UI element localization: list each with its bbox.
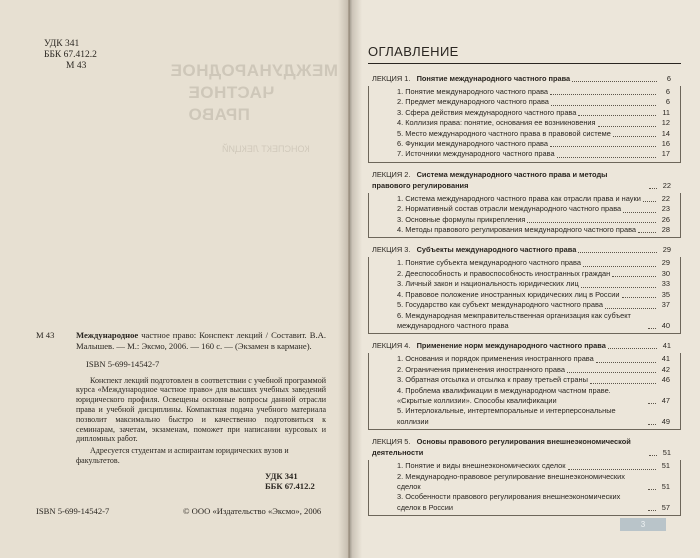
toc-leader-dots bbox=[648, 328, 656, 329]
toc-leader-dots bbox=[613, 136, 656, 137]
toc-entry-text: 2. Ограничения применения иностранного права bbox=[397, 364, 565, 374]
toc-entry[interactable] bbox=[397, 97, 680, 107]
toc-lecture-page: 22 bbox=[662, 180, 671, 190]
toc-entry-text: 3. Сфера действия международного частного права bbox=[397, 107, 577, 117]
toc-leader-dots bbox=[649, 188, 657, 189]
bleed-through-title bbox=[170, 60, 338, 126]
toc-leader-dots bbox=[612, 276, 656, 277]
toc-lecture-title: Применение норм международного частного права bbox=[416, 341, 606, 351]
toc-entry[interactable] bbox=[397, 194, 680, 204]
toc-entry[interactable] bbox=[397, 139, 680, 149]
toc-entry-text: 5. Интерлокальные, интертемпоральные и интерперсональные коллизии bbox=[397, 406, 616, 426]
toc-entry-text: 7. Источники международного частного права bbox=[397, 149, 555, 159]
toc-entry-page: 23 bbox=[661, 204, 670, 214]
toc-entry[interactable] bbox=[397, 472, 680, 493]
toc-entry-text: 2. Нормативный состав отрасли международного частного права bbox=[397, 204, 622, 214]
toc-entry-page: 49 bbox=[661, 416, 670, 426]
toc-lecture-page: 29 bbox=[662, 245, 671, 255]
toc-leader-dots bbox=[605, 308, 656, 309]
toc-entry-page: 37 bbox=[661, 300, 670, 310]
toc-entry-page: 22 bbox=[661, 193, 670, 203]
toc-entry-page: 16 bbox=[661, 139, 670, 149]
toc-entry-page: 46 bbox=[661, 375, 670, 385]
toc-leader-dots bbox=[578, 252, 657, 253]
toc-lecture-heading-row bbox=[372, 73, 671, 84]
toc-title-rule bbox=[368, 63, 681, 64]
toc-entry[interactable] bbox=[397, 269, 680, 279]
toc-lecture-heading[interactable] bbox=[368, 71, 681, 86]
toc-entry-page: 42 bbox=[661, 364, 670, 374]
toc-entry[interactable] bbox=[397, 406, 680, 427]
toc-entry[interactable] bbox=[397, 461, 680, 471]
catalog-entry bbox=[36, 330, 326, 466]
toc-entry-page: 29 bbox=[661, 258, 670, 268]
author-code: М 43 bbox=[66, 61, 87, 71]
toc-entry-page: 35 bbox=[661, 289, 670, 299]
toc-lecture-2 bbox=[368, 167, 681, 239]
toc-leader-dots bbox=[648, 403, 656, 404]
toc-lecture-3 bbox=[368, 242, 681, 334]
toc-entry-page: 12 bbox=[661, 118, 670, 128]
toc-entry[interactable] bbox=[397, 129, 680, 139]
entry-text: частное право: Конспект лекций / Составит. В.А. Малышев. — М.: Эксмо, 2006. — 160 с. — (Экзамен в кармане). bbox=[76, 330, 326, 352]
udk-code-bottom: УДК 341 bbox=[265, 471, 298, 481]
toc-entry-text: 2. Дееспособность и правоспособность иностранных граждан bbox=[397, 268, 611, 278]
bleed-through-line-2: ЧАСТНОЕ ПРАВО bbox=[188, 83, 275, 124]
toc-entry-text: 1. Система международного частного права как отрасли права и науки bbox=[397, 193, 641, 203]
bleed-through-line-1: МЕЖДУНАРОДНОЕ bbox=[170, 61, 338, 80]
toc-entry[interactable] bbox=[397, 492, 680, 513]
toc-entry[interactable] bbox=[397, 149, 680, 159]
toc-lecture-number: ЛЕКЦИЯ 3. bbox=[372, 245, 411, 255]
toc-lecture-heading[interactable] bbox=[368, 434, 681, 460]
toc-entry-text: 4. Методы правового регулирования международного частного права bbox=[397, 225, 637, 235]
toc-leader-dots bbox=[557, 157, 656, 158]
toc-lecture-number: ЛЕКЦИЯ 1. bbox=[372, 74, 411, 83]
toc-lecture-title: Понятие международного частного права bbox=[416, 74, 571, 83]
bbk-code-bottom: ББК 67.412.2 bbox=[265, 481, 315, 491]
toc-lecture-title: Субъекты международного частного права bbox=[416, 245, 577, 255]
toc-leader-dots bbox=[590, 383, 656, 384]
toc-entry-text: 1. Основания и порядок применения иностранного права bbox=[397, 354, 594, 364]
toc-leader-dots bbox=[649, 455, 657, 456]
udk-code: УДК 341 bbox=[44, 39, 80, 49]
toc-entry[interactable] bbox=[397, 354, 680, 364]
toc-lecture-heading-text bbox=[372, 340, 606, 351]
toc-entry[interactable] bbox=[397, 300, 680, 310]
toc-leader-dots bbox=[581, 287, 656, 288]
isbn-bottom: ISBN 5-699-14542-7 bbox=[36, 506, 110, 516]
toc-leader-dots bbox=[572, 81, 657, 82]
toc-lecture-title: Система международного частного права и методы правового регулирования bbox=[372, 169, 608, 190]
catalog-codes-top bbox=[44, 39, 97, 72]
toc-lecture-heading-text bbox=[372, 436, 647, 458]
toc-entry-page: 30 bbox=[661, 268, 670, 278]
toc-leader-dots bbox=[550, 146, 656, 147]
toc-leader-dots bbox=[638, 232, 656, 233]
toc-entry-text: 4. Коллизия права: понятие, основания ее возникновения bbox=[397, 118, 596, 128]
toc-entry[interactable] bbox=[397, 375, 680, 385]
toc-entry-text: 1. Понятие международного частного права bbox=[397, 87, 549, 96]
toc-entry-page: 33 bbox=[661, 279, 670, 289]
toc-entry-text: 3. Обратная отсылка и отсылка к праву третьей страны bbox=[397, 375, 588, 385]
toc-entry-page: 6 bbox=[665, 87, 670, 96]
toc-entry-page: 40 bbox=[661, 320, 670, 330]
toc-lecture-heading-row bbox=[372, 169, 671, 191]
bleed-through-subtitle: КОНСПЕКТ ЛЕКЦИЙ bbox=[222, 144, 310, 154]
toc-entry-text: 5. Место международного частного права в правовой системе bbox=[397, 128, 611, 138]
toc-leader-dots bbox=[550, 94, 656, 95]
toc-leader-dots bbox=[583, 266, 656, 267]
toc-entry-text: 2. Предмет международного частного права bbox=[397, 97, 549, 107]
annotation: Конспект лекций подготовлен в соответствии с учебной программой курса «Международное частное право» для высших учебных заведений юридического профиля. Освещены основные вопросы данной отрасли права и учебной дисциплины. Компактная подача учебного материала позволит максимально быстро и качественно подготовиться к семинарам, зачетам, экзаменам, поможет при написании курсовых и дипломных работ. bbox=[76, 375, 326, 444]
copyright-notice: © ООО «Издательство «Эксмо», 2006 bbox=[183, 506, 322, 516]
toc-entry-page: 28 bbox=[661, 225, 670, 235]
toc-leader-dots bbox=[622, 297, 656, 298]
toc-leader-dots bbox=[578, 115, 656, 116]
isbn-entry: ISBN 5-699-14542-7 bbox=[86, 359, 160, 370]
toc-entry-text: 5. Государство как субъект международного частного права bbox=[397, 300, 603, 310]
toc-entry-page: 14 bbox=[661, 128, 670, 138]
toc-entry-text: 3. Личный закон и национальность юридических лиц bbox=[397, 279, 579, 289]
bibliographic-description bbox=[76, 330, 326, 352]
entry-title-bold: Международное bbox=[76, 330, 139, 340]
toc-lecture-items bbox=[368, 86, 681, 163]
toc-leader-dots bbox=[527, 222, 656, 223]
toc-entry[interactable] bbox=[397, 311, 680, 332]
toc-entry-text: 6. Функции международного частного права bbox=[397, 139, 549, 149]
toc-entry-text: 3. Особенности правового регулирования внешнеэкономических сделок в России bbox=[397, 492, 621, 512]
toc-leader-dots bbox=[648, 489, 656, 490]
toc-entry[interactable] bbox=[397, 87, 680, 97]
book-gutter bbox=[338, 0, 362, 558]
toc-lecture-page: 51 bbox=[662, 448, 671, 458]
toc-lecture-4 bbox=[368, 338, 681, 430]
toc-entry-page: 51 bbox=[661, 481, 670, 491]
toc-entry-text: 3. Основные формулы прикрепления bbox=[397, 214, 526, 224]
page-number: 3 bbox=[620, 518, 666, 531]
toc-leader-dots bbox=[551, 105, 656, 106]
toc-entry[interactable] bbox=[397, 204, 680, 214]
toc-entry[interactable] bbox=[397, 365, 680, 375]
bbk-code: ББК 67.412.2 bbox=[44, 50, 97, 60]
table-of-contents bbox=[368, 71, 681, 520]
toc-entry-text: 1. Понятие субъекта международного частного права bbox=[397, 258, 581, 268]
toc-lecture-heading[interactable] bbox=[368, 167, 681, 193]
toc-entry-page: 11 bbox=[662, 107, 670, 117]
toc-lecture-heading-row bbox=[372, 436, 671, 458]
toc-lecture-items bbox=[368, 353, 681, 430]
toc-leader-dots bbox=[598, 126, 656, 127]
toc-lecture-1 bbox=[368, 71, 681, 163]
toc-entry[interactable] bbox=[397, 258, 680, 268]
toc-lecture-number: ЛЕКЦИЯ 4. bbox=[372, 341, 411, 351]
toc-lecture-heading-row bbox=[372, 340, 671, 351]
toc-lecture-page: 41 bbox=[662, 341, 671, 351]
toc-entry-page: 17 bbox=[661, 149, 670, 159]
toc-entry[interactable] bbox=[397, 118, 680, 128]
toc-leader-dots bbox=[596, 362, 656, 363]
toc-leader-dots bbox=[643, 201, 656, 202]
catalog-codes-bottom bbox=[265, 471, 315, 491]
toc-entry[interactable] bbox=[397, 290, 680, 300]
catalog-code: М 43 bbox=[36, 330, 55, 340]
toc-entry-page: 51 bbox=[661, 461, 670, 471]
toc-lecture-number: ЛЕКЦИЯ 5. bbox=[372, 437, 411, 447]
toc-lecture-heading[interactable] bbox=[368, 242, 681, 257]
toc-leader-dots bbox=[568, 469, 656, 470]
toc-entry[interactable] bbox=[397, 279, 680, 289]
toc-leader-dots bbox=[648, 424, 656, 425]
toc-entry-page: 26 bbox=[661, 214, 670, 224]
audience-note: Адресуется студентам и аспирантам юридических вузов и факультетов. bbox=[76, 446, 289, 465]
toc-lecture-heading-text bbox=[372, 244, 576, 255]
toc-lecture-heading[interactable] bbox=[368, 338, 681, 353]
toc-lecture-heading-text bbox=[372, 169, 647, 191]
toc-lecture-items bbox=[368, 257, 681, 334]
toc-entry-text: 2. Международно-правовое регулирование внешнеэкономических сделок bbox=[397, 471, 625, 491]
toc-entry-page: 57 bbox=[661, 502, 670, 512]
toc-lecture-heading-row bbox=[372, 244, 671, 255]
toc-lecture-title: Основы правового регулирования внешнеэкономической деятельности bbox=[372, 437, 631, 458]
toc-entry-page: 6 bbox=[665, 97, 670, 107]
toc-lecture-items bbox=[368, 193, 681, 239]
toc-leader-dots bbox=[608, 348, 657, 349]
toc-entry[interactable] bbox=[397, 225, 680, 235]
toc-lecture-number: ЛЕКЦИЯ 2. bbox=[372, 169, 411, 179]
toc-lecture-page: 6 bbox=[666, 74, 671, 83]
toc-entry-text: 4. Проблема квалификации в международном частном праве. «Скрытые коллизии». Способы квалификации bbox=[397, 385, 611, 405]
toc-entry-page: 47 bbox=[661, 395, 670, 405]
toc-entry-text: 4. Правовое положение иностранных юридических лиц в России bbox=[397, 289, 620, 299]
toc-entry[interactable] bbox=[397, 215, 680, 225]
toc-lecture-items bbox=[368, 460, 681, 516]
toc-lecture-5 bbox=[368, 434, 681, 516]
toc-entry-page: 41 bbox=[661, 354, 670, 364]
toc-lecture-heading-text bbox=[372, 73, 570, 84]
toc-leader-dots bbox=[567, 372, 656, 373]
toc-title: ОГЛАВЛЕНИЕ bbox=[368, 44, 459, 59]
toc-entry[interactable] bbox=[397, 108, 680, 118]
toc-entry-text: 6. Международная межправительственная организация как субъект международного частного права bbox=[397, 310, 631, 330]
toc-leader-dots bbox=[623, 212, 656, 213]
toc-leader-dots bbox=[648, 510, 656, 511]
toc-entry[interactable] bbox=[397, 386, 680, 407]
toc-entry-text: 1. Понятие и виды внешнеэкономических сделок bbox=[397, 461, 566, 471]
